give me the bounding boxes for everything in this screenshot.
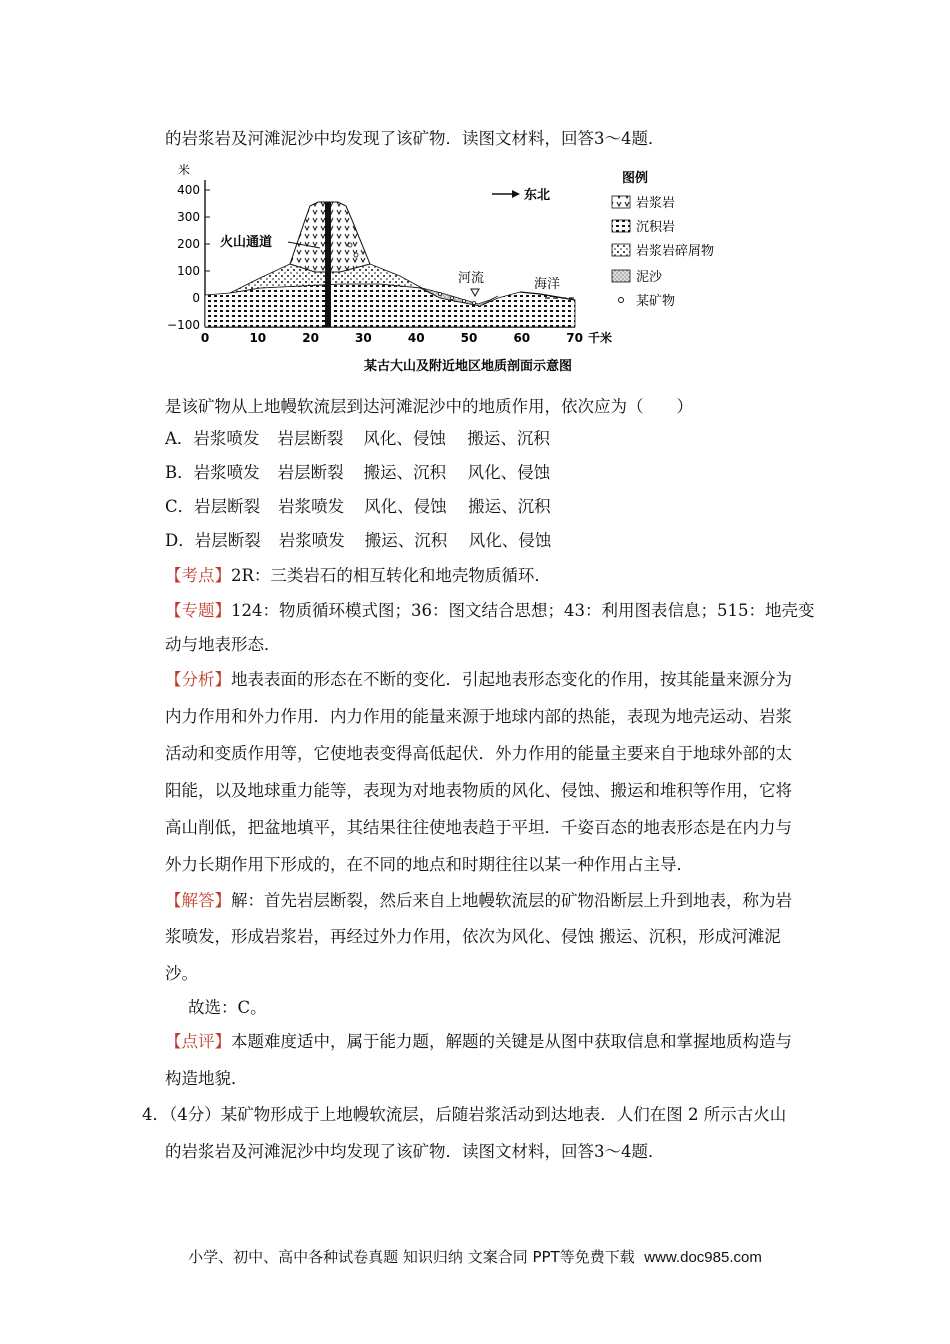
y-tick-label: 300	[177, 210, 200, 224]
option-part: 风化、侵蚀	[364, 497, 447, 516]
label-river: 河流	[458, 271, 485, 286]
option-part: 岩层断裂	[277, 429, 344, 448]
x-tick-label: 0	[200, 331, 210, 345]
option-part: 岩浆喷发	[278, 497, 345, 516]
dianping-line1: 本题难度适中，属于能力题，解题的关键是从图中获取信息和掌握地质构造与	[231, 1032, 792, 1051]
jieda-tag: 【解答】	[165, 891, 231, 910]
sedimentary-layer	[205, 284, 575, 327]
river-marker	[471, 289, 479, 296]
fenxi-line5: 高山削低，把盆地填平，其结果往往使地表趋于平坦．千姿百态的地表形态是在内力与	[165, 818, 792, 837]
x-tick-label: 60	[513, 331, 531, 345]
option-letter: C．	[165, 497, 195, 516]
option-part: 风化、侵蚀	[363, 429, 446, 448]
fenxi	[165, 669, 792, 691]
q4-line1: （4分）某矿物形成于上地幔软流层，后随岩浆活动到达地表．人们在图 2 所示古火山	[169, 1105, 787, 1124]
q4-number: 4．	[142, 1105, 169, 1124]
zhuanti	[165, 600, 814, 622]
y-tick-label: 200	[177, 237, 200, 251]
geologic-cross-section-figure	[160, 160, 750, 380]
zhuanti-tag: 【专题】	[165, 601, 231, 620]
answer: 故选：C。	[188, 998, 267, 1017]
option-part: 岩层断裂	[194, 497, 261, 516]
x-tick-label: 70	[566, 331, 583, 345]
legend-debris: 岩浆岩碎屑物	[636, 244, 715, 259]
option-letter: B．	[165, 463, 194, 482]
option-a[interactable]	[165, 428, 550, 450]
legend-title: 图例	[622, 171, 649, 186]
jieda-line2: 浆喷发，形成岩浆岩，再经过外力作用，依次为风化、侵蚀 搬运、沉积，形成河滩泥	[165, 927, 781, 946]
footer-url[interactable]: www.doc985.com	[644, 1249, 762, 1266]
y-unit: 米	[178, 163, 191, 177]
x-tick-label: 40	[407, 331, 425, 345]
kaodian-text: 2R：三类岩石的相互转化和地壳物质循环．	[231, 566, 551, 585]
x-tick-label: 20	[302, 331, 319, 345]
figure-caption: 某古大山及附近地区地质剖面示意图	[363, 359, 573, 374]
dianping-tag: 【点评】	[165, 1032, 231, 1051]
legend-magmatic: 岩浆岩	[636, 196, 676, 211]
option-part: 搬运、沉积	[363, 463, 447, 482]
option-part: 风化、侵蚀	[468, 531, 552, 550]
fenxi-line4: 阳能，以及地球重力能等，表现为对地表物质的风化、侵蚀、搬运和堆积等作用，它将	[165, 781, 792, 800]
fenxi-tag: 【分析】	[165, 670, 231, 689]
x-tick-label: 50	[460, 331, 478, 345]
fenxi-line6: 外力长期作用下形成的，在不同的地点和时期往往以某一种作用占主导．	[165, 855, 693, 874]
x-unit: 千米	[588, 331, 613, 345]
y-tick-label: 100	[177, 264, 200, 278]
option-part: 搬运、沉积	[468, 497, 551, 516]
footer-text: 小学、初中、高中各种试卷真题 知识归纳 文案合同 PPT等免费下载	[188, 1248, 635, 1266]
jieda	[165, 890, 792, 912]
dianping	[165, 1031, 792, 1053]
fenxi-line2: 内力作用和外力作用．内力作用的能量来源于地球内部的热能，表现为地壳运动、岩浆	[165, 707, 792, 726]
legend	[612, 195, 714, 309]
zhuanti-line1: 124：物质循环模式图；36：图文结合思想；43：利用图表信息；515：地壳变	[231, 601, 815, 620]
option-part: 岩浆喷发	[278, 531, 345, 550]
option-b[interactable]	[165, 462, 550, 484]
jieda-line3: 沙。	[165, 964, 198, 983]
x-tick-label: 10	[249, 331, 267, 345]
option-part: 岩浆喷发	[193, 463, 260, 482]
option-letter: D．	[165, 531, 195, 550]
label-ocean: 海洋	[534, 277, 561, 292]
kaodian	[165, 565, 551, 587]
option-d[interactable]	[165, 530, 551, 552]
dianping-line2: 构造地貌．	[165, 1069, 248, 1088]
volcanic-vent	[325, 202, 331, 327]
y-tick-label: 400	[177, 183, 200, 197]
option-part: 风化、侵蚀	[467, 463, 551, 482]
legend-mud: 泥沙	[636, 270, 663, 285]
direction-label: 东北	[524, 188, 551, 203]
question-stem: 是该矿物从上地幔软流层到达河滩泥沙中的地质作用，依次应为（ ）	[165, 397, 693, 416]
option-part: 岩层断裂	[194, 531, 261, 550]
x-tick-label: 30	[355, 331, 372, 345]
option-letter: A．	[165, 429, 194, 448]
zhuanti-line2: 动与地表形态．	[165, 635, 281, 654]
fenxi-line3: 活动和变质作用等，它使地表变得高低起伏．外力作用的能量主要来自于地球外部的太	[165, 744, 792, 763]
q4-line2: 的岩浆岩及河滩泥沙中均发现了该矿物．读图文材料，回答3～4题．	[165, 1142, 665, 1161]
option-part: 搬运、沉积	[364, 531, 448, 550]
y-tick-label: −100	[167, 318, 200, 332]
legend-sedimentary: 沉积岩	[636, 220, 676, 235]
q4	[142, 1104, 786, 1126]
option-part: 搬运、沉积	[467, 429, 550, 448]
option-part: 岩层断裂	[277, 463, 344, 482]
legend-mineral: 某矿物	[636, 294, 676, 309]
label-vent: 火山通道	[220, 235, 273, 250]
kaodian-tag: 【考点】	[165, 566, 231, 585]
footer	[0, 1246, 950, 1267]
fenxi-line1: 地表表面的形态在不断的变化．引起地表形态变化的作用，按其能量来源分为	[231, 670, 792, 689]
jieda-line1: 解：首先岩层断裂，然后来自上地幔软流层的矿物沿断层上升到地表，称为岩	[231, 891, 792, 910]
option-c[interactable]	[165, 496, 551, 518]
option-part: 岩浆喷发	[193, 429, 260, 448]
y-tick-label: 0	[192, 291, 200, 305]
intro-line: 的岩浆岩及河滩泥沙中均发现了该矿物．读图文材料，回答3～4题．	[165, 129, 665, 148]
